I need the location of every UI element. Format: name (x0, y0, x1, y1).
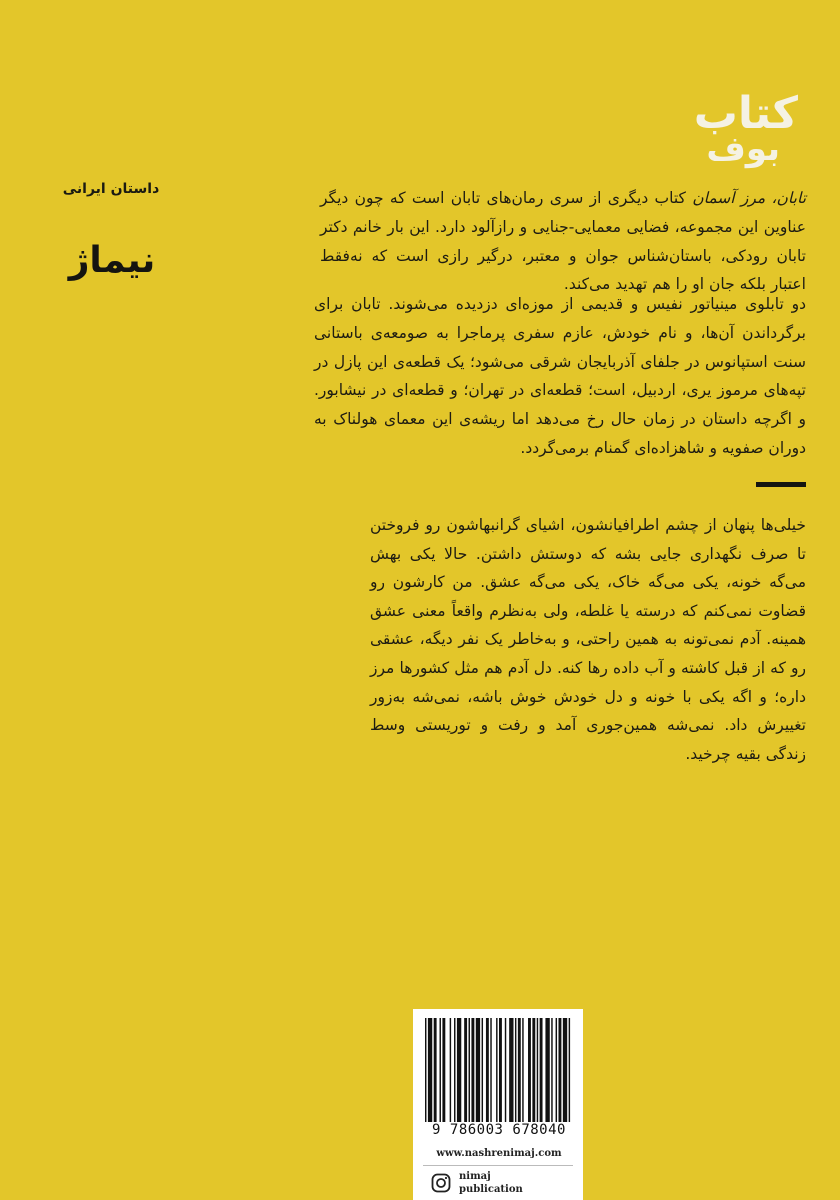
barcode-bar (558, 1018, 561, 1122)
logo-line-2: بوف (706, 129, 780, 169)
barcode-bar (486, 1018, 489, 1122)
barcode-bar (499, 1018, 502, 1122)
barcode-bar (522, 1018, 523, 1122)
synopsis-paragraph-text: دو تابلوی مینیاتور نفیس و قدیمی از موزه‌ای دزدیده می‌شوند. تابان برای برگرداندن آن‌ها، و نام خودش، عازم سفری پرماجرا به صومعه‌ی باستانی سنت استپانوس در جلفای آذربایجان شرقی می‌شود؛ یک قطعه‌ی این پازل در تپه‌های مرموز یری، اردبیل، است؛ قطعه‌ای در تهران؛ و قطعه‌ای در نیشابور. و اگرچه داستان در زمان حال رخ می‌دهد اما ریشه‌ی این معمای هولناک به دوران صفویه و شاهزاده‌ای گمنام برمی‌گردد. (314, 295, 806, 457)
barcode-bar (457, 1018, 461, 1122)
barcode-bar (551, 1018, 552, 1122)
barcode-bar (563, 1018, 567, 1122)
synopsis-intro-text: کتاب دیگری از سری رمان‌های تابان است که چون دیگر عناوین این مجموعه، فضایی معمایی-جنایی و رازآلود دارد. این بار خانم دکتر تابان رودکی، باستان‌شناس جوان و معتبر، درگیر رازی است که نه‌فقط اعتبار بلکه جان او را هم تهدید می‌کند. (320, 189, 806, 294)
barcode-bar (569, 1018, 570, 1122)
barcode-bar (515, 1018, 516, 1122)
publisher-logo: نیماژ (68, 240, 156, 281)
isbn-barcode (425, 1018, 573, 1122)
isbn-number: 9 786003 678040 (432, 1122, 566, 1138)
barcode-bar (528, 1018, 531, 1122)
barcode-bar (509, 1018, 513, 1122)
barcode-bar (476, 1018, 480, 1122)
barcode-bar (464, 1018, 467, 1122)
barcode-bar (454, 1018, 455, 1122)
barcode-bar (505, 1018, 506, 1122)
barcode-bar (482, 1018, 483, 1122)
series-label: داستان ایرانی (62, 181, 160, 197)
barcode-bar (518, 1018, 521, 1122)
barcode-bar (434, 1018, 437, 1122)
barcode-bar (490, 1018, 491, 1122)
excerpt-text: خیلی‌ها پنهان از چشم اطرافیانشون، اشیای گرانبهاشون رو فروختن تا صرف نگهداری جایی بشه که دوستش داشتن. حالا یکی بهش می‌گه خونه، یکی می‌گه خاک، یکی می‌گه عشق. من کارشون رو قضاوت نمی‌کنم که درسته یا غلطه، ولی به‌نظرم واقعاً معنی عشق همینه. آدم نمی‌تونه به همین راحتی، و به‌خاطر یک نفر دیگه، عشقی رو که از قبل کاشته و آب داده رها کنه. دل آدم هم مثل کشورها مرز داره؛ و اگه یکی با خونه و دل خودش خوش باشه، نمی‌شه به‌زور تغییرش داد. نمی‌شه همین‌جوری آمد و رفت و توریستی وسط زندگی بقیه چرخید. (370, 516, 806, 763)
barcode-bar (496, 1018, 497, 1122)
instagram-handle-line-1: nimaj (459, 1171, 491, 1182)
barcode-bar (537, 1018, 538, 1122)
barcode-bar (545, 1018, 549, 1122)
barcode-bar (556, 1018, 557, 1122)
barcode-bar (440, 1018, 441, 1122)
barcode-bar (532, 1018, 535, 1122)
barcode-bar (540, 1018, 543, 1122)
instagram-handle (459, 1170, 569, 1196)
excerpt (370, 511, 806, 768)
synopsis-paragraph (314, 290, 806, 463)
barcode-bar (471, 1018, 474, 1122)
publisher-website: www.nashrenimaj.com (436, 1148, 562, 1159)
barcode-bar (425, 1018, 426, 1122)
bookshelf-logo (686, 88, 798, 169)
instagram-icon (431, 1173, 451, 1193)
section-divider (756, 482, 806, 487)
instagram-handle-line-2: publication (459, 1184, 523, 1195)
barcode-panel (413, 1009, 583, 1200)
book-title: تابان، مرز آسمان (692, 189, 807, 207)
panel-separator (423, 1165, 573, 1166)
logo-line-1: کتاب (693, 88, 798, 139)
barcode-bar (469, 1018, 470, 1122)
barcode-bar (428, 1018, 432, 1122)
barcode-bar (450, 1018, 451, 1122)
synopsis-intro (320, 184, 806, 299)
barcode-bar (442, 1018, 445, 1122)
